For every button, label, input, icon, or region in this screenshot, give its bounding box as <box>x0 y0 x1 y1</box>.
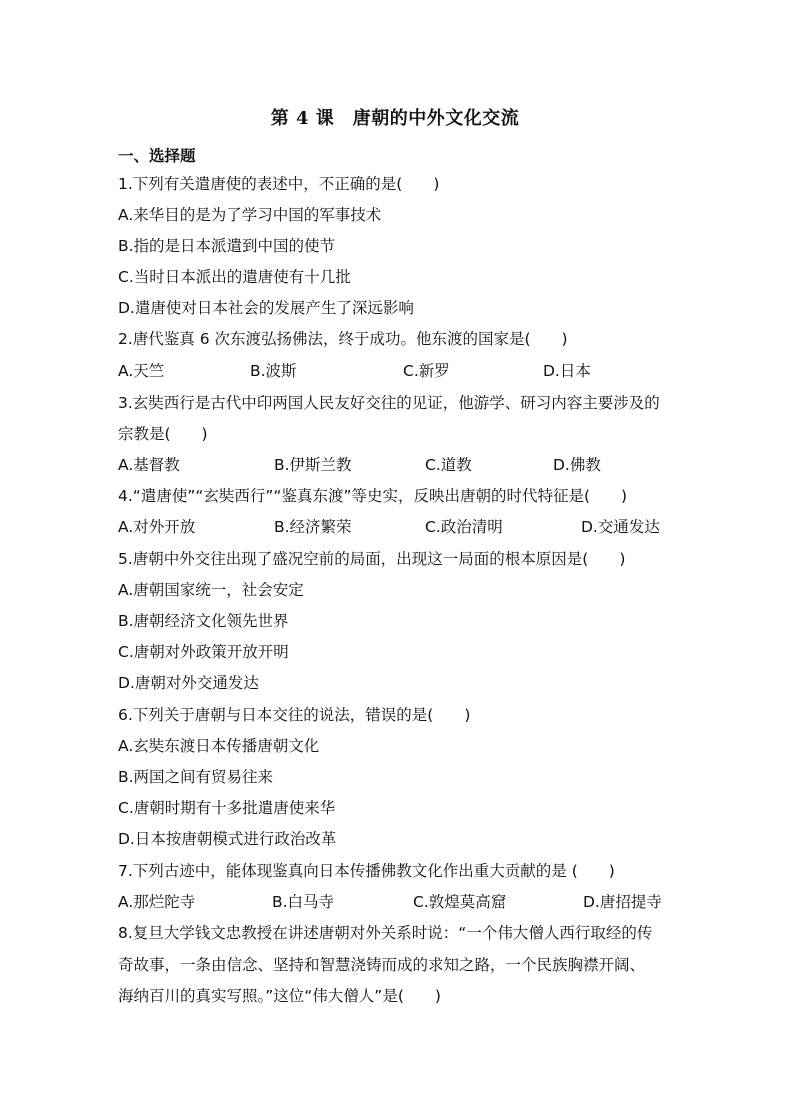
question-2-option-a: A.天竺 <box>118 362 165 380</box>
question-8-stem-line-1: 8.复旦大学钱文忠教授在讲述唐朝对外关系时说：“一个伟大僧人西行取经的传 <box>118 924 653 942</box>
question-1-option-a: A.来华目的是为了学习中国的军事技术 <box>118 206 382 224</box>
question-1-option-d: D.遣唐使对日本社会的发展产生了深远影响 <box>118 299 414 317</box>
section-heading: 一、选择题 <box>118 146 196 165</box>
question-5-stem: 5.唐朝中外交往出现了盛况空前的局面，出现这一局面的根本原因是( ) <box>118 550 626 568</box>
page-title: 第 4 课 唐朝的中外文化交流 <box>270 108 520 129</box>
question-3-option-b: B.伊斯兰教 <box>274 456 352 474</box>
question-6-option-a: A.玄奘东渡日本传播唐朝文化 <box>118 737 320 755</box>
question-6-option-b: B.两国之间有贸易往来 <box>118 768 274 786</box>
question-7-option-d: D.唐招提寺 <box>583 893 662 911</box>
question-2-option-d: D.日本 <box>543 362 591 380</box>
question-3-option-c: C.道教 <box>425 456 472 474</box>
question-5-option-c: C.唐朝对外政策开放开明 <box>118 643 289 661</box>
question-2-option-c: C.新罗 <box>403 362 450 380</box>
question-8-stem-line-3: 海纳百川的真实写照。”这位“伟大僧人”是( ) <box>118 987 441 1005</box>
question-3-stem-line-2: 宗教是( ) <box>118 425 208 443</box>
question-5-option-a: A.唐朝国家统一，社会安定 <box>118 581 304 599</box>
question-2-option-b: B.波斯 <box>250 362 297 380</box>
question-7-option-a: A.那烂陀寺 <box>118 893 196 911</box>
question-7-option-b: B.白马寺 <box>272 893 335 911</box>
question-2-stem: 2.唐代鉴真 6 次东渡弘扬佛法，终于成功。他东渡的国家是( ) <box>118 330 568 348</box>
question-4-option-a: A.对外开放 <box>118 518 196 536</box>
question-5-option-d: D.唐朝对外交通发达 <box>118 674 259 692</box>
question-1-option-c: C.当时日本派出的遣唐使有十几批 <box>118 268 351 286</box>
question-4-option-c: C.政治清明 <box>425 518 503 536</box>
question-8-stem-line-2: 奇故事，一条由信念、坚持和智慧浇铸而成的求知之路，一个民族胸襟开阔、 <box>118 956 646 974</box>
question-4-option-d: D.交通发达 <box>581 518 660 536</box>
question-7-option-c: C.敦煌莫高窟 <box>413 893 507 911</box>
question-6-stem: 6.下列关于唐朝与日本交往的说法，错误的是( ) <box>118 706 471 724</box>
question-1-stem: 1.下列有关遣唐使的表述中，不正确的是( ) <box>118 175 440 193</box>
question-4-option-b: B.经济繁荣 <box>274 518 352 536</box>
question-3-option-d: D.佛教 <box>553 456 601 474</box>
question-4-stem: 4.“遣唐使”“玄奘西行”“鉴真东渡”等史实，反映出唐朝的时代特征是( ) <box>118 487 628 505</box>
question-5-option-b: B.唐朝经济文化领先世界 <box>118 612 289 630</box>
question-1-option-b: B.指的是日本派遣到中国的使节 <box>118 237 336 255</box>
question-7-stem: 7.下列古迹中，能体现鉴真向日本传播佛教文化作出重大贡献的是 ( ) <box>118 862 615 880</box>
question-3-stem-line-1: 3.玄奘西行是古代中印两国人民友好交往的见证，他游学、研习内容主要涉及的 <box>118 394 660 412</box>
question-6-option-c: C.唐朝时期有十多批遣唐使来华 <box>118 799 336 817</box>
question-6-option-d: D.日本按唐朝模式进行政治改革 <box>118 830 337 848</box>
question-3-option-a: A.基督教 <box>118 456 180 474</box>
